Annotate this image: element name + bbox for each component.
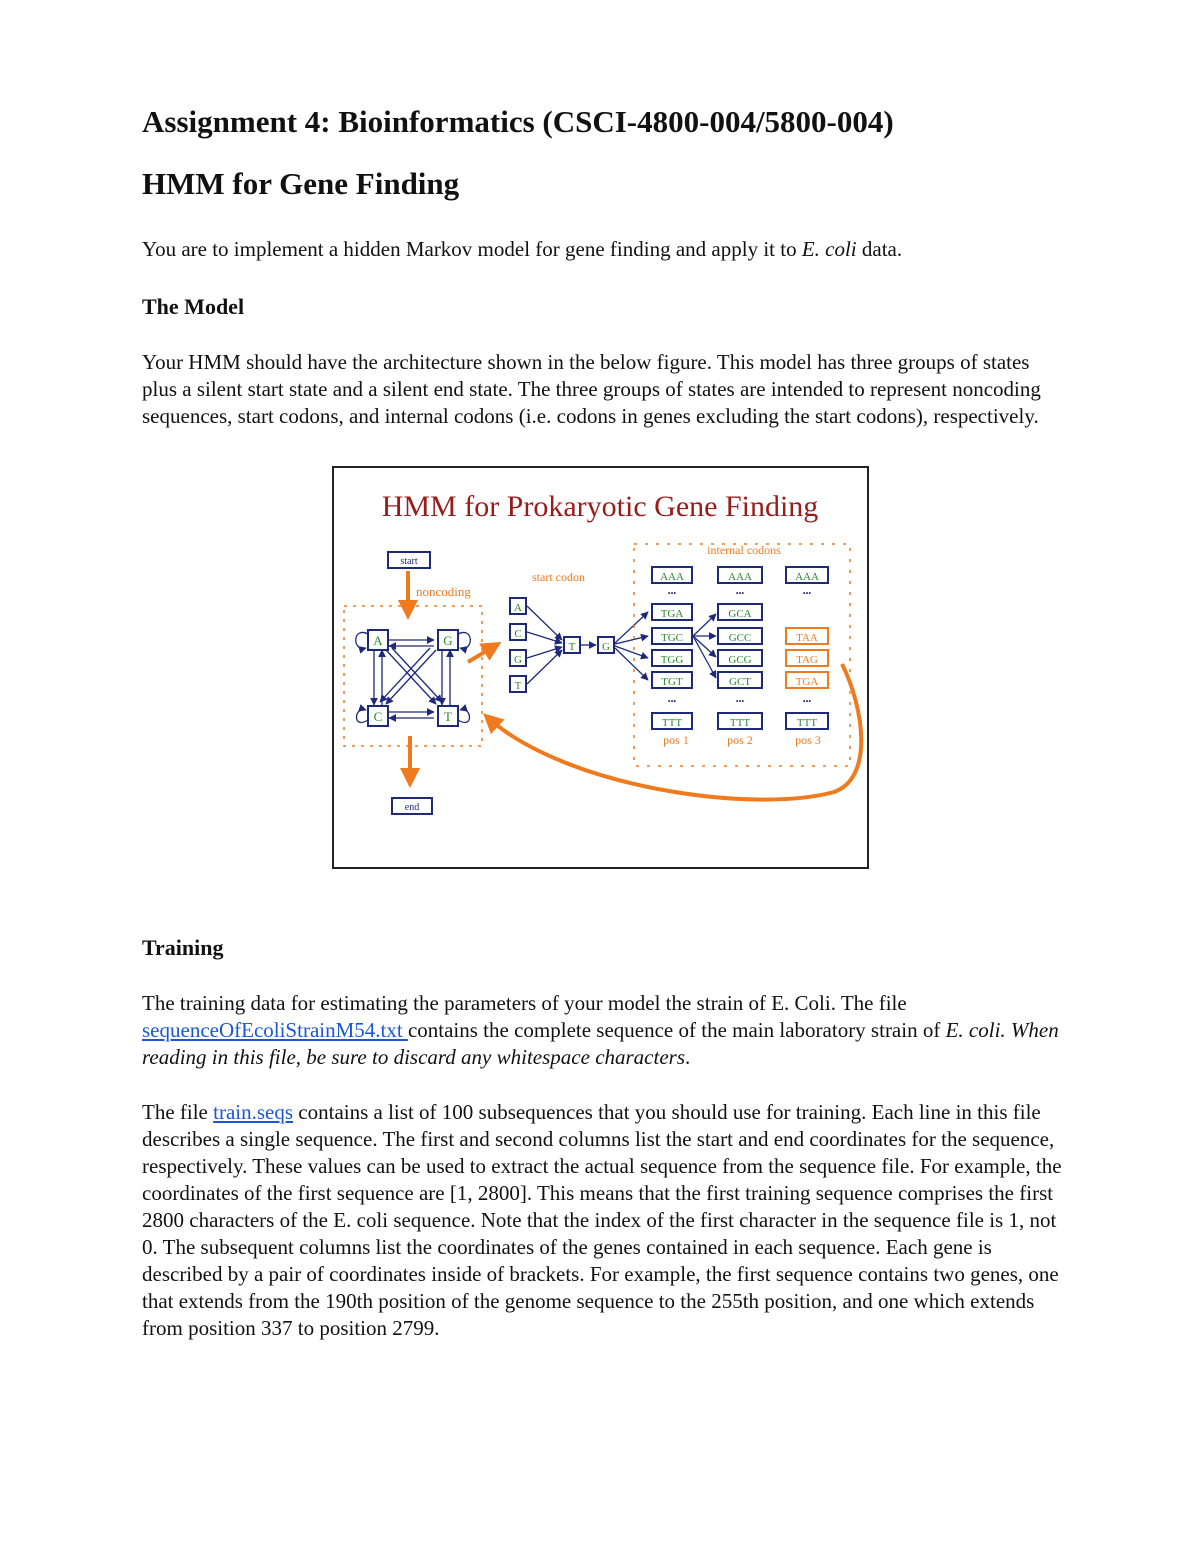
pos2-label: pos 2 — [727, 733, 753, 747]
training-paragraph-1 — [142, 990, 1062, 1071]
training-text: contains the complete sequence of the main laboratory strain of — [407, 1018, 946, 1042]
start-codon-label: start codon — [532, 570, 585, 584]
sc-arrow — [615, 636, 648, 644]
noncoding-state-c-label: C — [373, 709, 383, 724]
start-codon-state-t-label: T — [514, 680, 522, 692]
training-text: . — [685, 1045, 691, 1069]
figure-title: HMM for Prokaryotic Gene Finding — [381, 490, 819, 523]
noncoding-state-g-label: G — [443, 633, 453, 648]
bottom-codon-pos1-label: TTT — [661, 717, 683, 729]
intro-paragraph — [142, 236, 1062, 263]
noncoding-state-a-label: A — [373, 633, 383, 648]
start-codon-state-a-label: A — [514, 602, 522, 614]
nc-self-loop — [458, 710, 470, 723]
nc-self-loop — [356, 632, 368, 648]
hmm-figure — [332, 466, 869, 869]
model-paragraph: Your HMM should have the architecture shown in the below figure. This model has three groups of states plus a silent start state and a silent end state. The three groups of states are intended to represent noncoding sequences, start codons, and internal codons (i.e. codons in genes excluding the start codons), respectively. — [142, 350, 1041, 428]
document-title: Assignment 4: Bioinformatics (CSCI-4800-004/5800-004) — [142, 104, 894, 139]
training-paragraph-2 — [142, 1099, 1062, 1342]
nc-self-loop — [357, 710, 369, 723]
sc-arrow — [527, 632, 562, 643]
noncoding-group-border — [344, 606, 482, 746]
bottom-codon-pos2-label: TTT — [729, 717, 751, 729]
top-codon-pos2-label: AAA — [728, 571, 752, 583]
pos2-codon-label: GCT — [729, 676, 751, 688]
top-codon-pos1-label: AAA — [660, 571, 684, 583]
sequence-file-link[interactable]: sequenceOfEcoliStrainM54.txt — [142, 1018, 408, 1042]
pos2-codon-label: GCG — [728, 654, 752, 666]
sc-arrow — [615, 648, 648, 680]
intro-text-end: data. — [856, 237, 903, 261]
train-seqs-link[interactable]: train.seqs — [213, 1100, 294, 1124]
ellipsis-pos1-top: ••• — [667, 589, 677, 598]
bottom-codon-pos3-label: TTT — [796, 717, 818, 729]
pos1-codon-label: TGA — [660, 608, 684, 620]
ellipsis-pos2-top: ••• — [735, 589, 745, 598]
training-text: The training data for estimating the parameters of your model the strain of E. Coli. The file — [142, 991, 907, 1015]
pos2-codon-label: GCC — [728, 632, 752, 644]
pos1-label: pos 1 — [663, 733, 689, 747]
ic-arrow — [693, 636, 716, 678]
stop-codon-label: TAA — [796, 632, 818, 644]
ellipsis-pos3-bottom: ••• — [802, 697, 812, 706]
stop-codon-label: TGA — [795, 676, 819, 688]
training-text: contains a list of 100 subsequences that you should use for training. Each line in this file describes a single sequence. The first and second columns list the start and end coordinates for the sequence, respectively. These values can be used to extract the actual sequence from the sequence file. For example, the coordinates of the first sequence are [1, 2800]. This means that the first training sequence comprises the first 2800 characters of the E. coli sequence. Note that the index of the first character in the sequence file is 1, not 0. The subsequent columns list the coordinates of the genes contained in each sequence. Each gene is described by a pair of coordinates inside of brackets. For example, the first sequence contains two genes, one that extends from the 190th position of the genome sequence to the 255th position, and one which extends from position 337 to position 2799. — [142, 1100, 1062, 1340]
nc-arrow — [392, 648, 442, 702]
start-codon-state-c-label: C — [514, 628, 522, 640]
ellipsis-pos2-bottom: ••• — [735, 697, 745, 706]
sc-arrow — [615, 612, 648, 643]
sc-arrow — [527, 650, 562, 684]
pos1-codon-label: TGC — [661, 632, 683, 644]
intro-text: You are to implement a hidden Markov model for gene finding and apply it to — [142, 237, 802, 261]
noncoding-label: noncoding — [416, 584, 471, 599]
nc-self-loop — [458, 632, 470, 648]
intro-species: E. coli — [801, 237, 857, 261]
sc-arrow — [527, 647, 562, 658]
pos1-codon-label: TGT — [661, 676, 683, 688]
training-heading: Training — [142, 935, 224, 960]
sc-arrow — [527, 606, 562, 640]
noncoding-state-t-label: T — [444, 709, 452, 724]
start-state-label: start — [400, 556, 418, 567]
top-codon-pos3-label: AAA — [795, 571, 819, 583]
pos3-label: pos 3 — [795, 733, 821, 747]
training-italic-note: E. coli. When reading in this file, be sure to discard any whitespace characters — [142, 1018, 1059, 1069]
hmm-diagram — [334, 468, 867, 867]
ellipsis-pos3-top: ••• — [802, 589, 812, 598]
stop-codon-label: TAG — [796, 654, 818, 666]
training-text: The file — [142, 1100, 214, 1124]
end-state-label: end — [404, 802, 420, 813]
start-codon-second-label: T — [568, 641, 576, 653]
noncoding-to-start-codon-arrow — [468, 644, 498, 662]
document-subtitle: HMM for Gene Finding — [142, 166, 460, 201]
start-codon-state-g-label: G — [514, 654, 522, 666]
ellipsis-pos1-bottom: ••• — [667, 697, 677, 706]
start-codon-third-label: G — [602, 641, 610, 653]
nc-arrow — [380, 648, 430, 702]
ic-arrow — [693, 614, 716, 636]
pos1-codon-label: TGG — [660, 654, 684, 666]
ic-arrow — [693, 636, 716, 657]
internal-codons-label: internal codons — [707, 543, 781, 557]
pos2-codon-label: GCA — [728, 608, 752, 620]
model-heading: The Model — [142, 294, 245, 319]
